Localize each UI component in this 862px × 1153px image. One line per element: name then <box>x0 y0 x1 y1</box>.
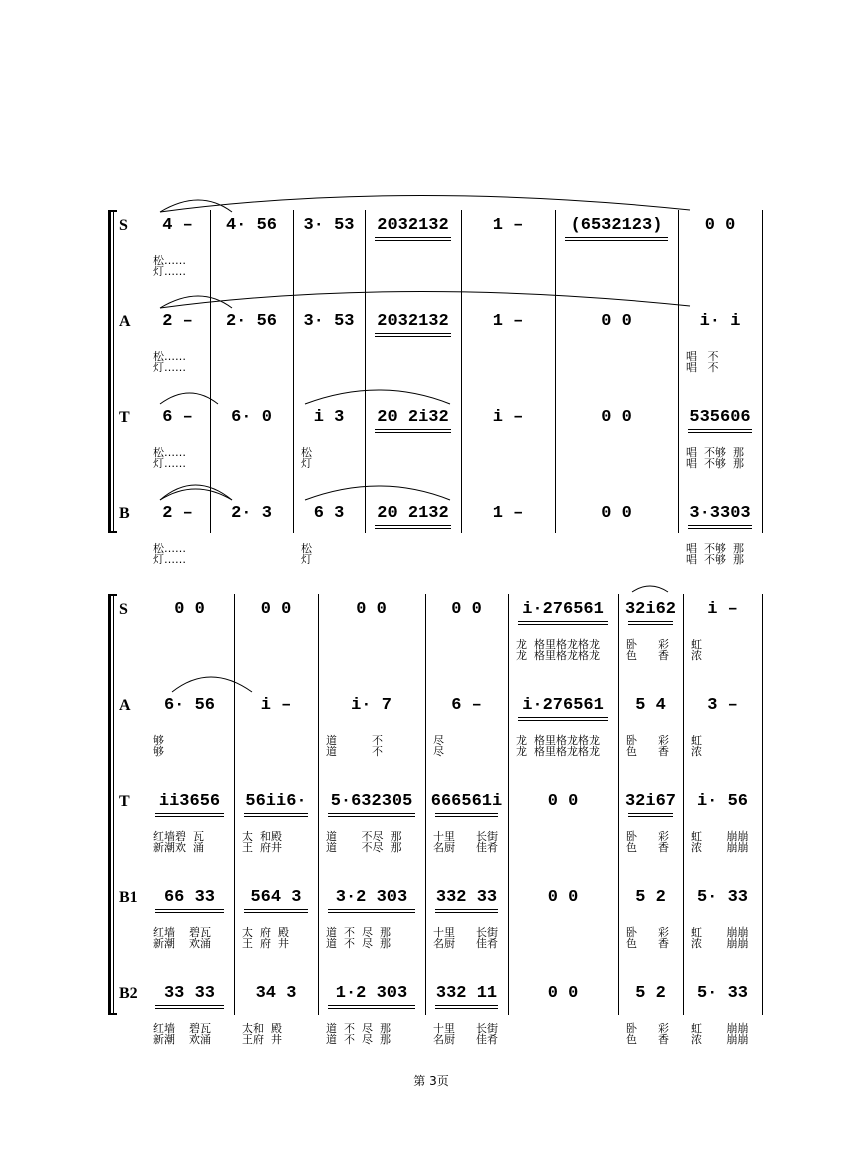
measure-notes: 56ii6· <box>245 792 307 811</box>
part-label: B1 <box>119 889 138 906</box>
lyric-text: 红墙 碧瓦 新潮 欢涌 <box>153 926 211 950</box>
page-number: 第 3页 <box>413 1074 449 1088</box>
part-label: T <box>119 793 130 810</box>
measure-notes: 20 2i32 <box>377 408 449 427</box>
measure-notes: 1 – <box>492 312 524 331</box>
measure-notes: 0 0 <box>356 600 387 619</box>
lyric-text: 十里 长街 名厨 佳肴 <box>433 926 498 950</box>
measure-notes: i·276561 <box>522 600 604 619</box>
measure-notes: 0 0 <box>260 600 292 619</box>
lyric-text: 虹 崩崩 浓 崩崩 <box>691 830 749 854</box>
measure-notes: 0 0 <box>601 504 632 523</box>
measure-notes: 0 0 <box>174 600 205 619</box>
lyric-text: 够 够 <box>153 734 164 758</box>
lyric-text: 虹 崩崩 浓 崩崩 <box>691 926 749 950</box>
lyric-text: 虹 崩崩 浓 崩崩 <box>691 1022 749 1046</box>
part-label: B <box>119 505 130 522</box>
lyric-text: 卧 彩 色 香 <box>626 1022 669 1046</box>
lyric-text: 卧 彩 色 香 <box>626 926 669 950</box>
lyric-text: 松…… 灯…… <box>153 542 186 566</box>
lyric-text: 太和 殿 王府 井 <box>242 1022 282 1046</box>
measure-notes: 2· 56 <box>225 312 277 331</box>
lyric-text: 道 不尽 那 道 不尽 那 <box>326 830 402 854</box>
measure-notes: 6 – <box>162 408 193 427</box>
lyric-text: 十里 长街 名厨 佳肴 <box>433 1022 498 1046</box>
part-label: A <box>119 697 131 714</box>
measure-notes: 5 2 <box>635 888 666 907</box>
measure-notes: 332 33 <box>435 888 498 907</box>
measure-notes: i – <box>707 600 738 619</box>
measure-notes: 34 3 <box>255 984 297 1003</box>
measure-notes: 0 0 <box>451 600 482 619</box>
measure-notes: 0 0 <box>601 408 632 427</box>
slur <box>160 489 232 500</box>
lyric-text: 唱 不 唱 不 <box>686 350 719 374</box>
measure-notes: 66 33 <box>163 888 215 907</box>
measure-notes: 1·2 303 <box>335 984 408 1003</box>
measure-notes: 20 2132 <box>377 504 449 523</box>
part-label: T <box>119 409 130 426</box>
measure-notes: 32i62 <box>624 600 676 619</box>
measure-notes: 535606 <box>689 408 751 427</box>
measure-notes: 2032132 <box>377 216 449 235</box>
measure-notes: (6532123) <box>570 216 663 235</box>
measure-notes: ii3656 <box>158 792 221 811</box>
lyric-text: 松…… 灯…… <box>153 446 186 470</box>
measure-notes: 332 11 <box>435 984 498 1003</box>
measure-notes: 6· 0 <box>231 408 272 427</box>
lyric-text: 唱 不够 那 唱 不够 那 <box>686 446 744 470</box>
lyric-text: 松…… 灯…… <box>153 350 186 374</box>
measure-notes: 5·632305 <box>330 792 413 811</box>
measure-notes: i·276561 <box>522 696 604 715</box>
lyric-text: 太 府 殿 王 府 井 <box>242 926 289 950</box>
measure-notes: i 3 <box>313 408 345 427</box>
measure-notes: 3·2 303 <box>335 888 408 907</box>
measure-notes: i· i <box>699 312 741 331</box>
measure-notes: 0 0 <box>547 984 579 1003</box>
measure-notes: 5· 33 <box>696 888 748 907</box>
measure-notes: 3· 53 <box>303 216 355 235</box>
lyric-text: 虹 浓 <box>691 638 702 662</box>
slur <box>305 486 450 500</box>
measure-notes: 0 0 <box>601 312 632 331</box>
lyric-text: 十里 长街 名厨 佳肴 <box>433 830 498 854</box>
measure-notes: 2 – <box>162 504 193 523</box>
measure-notes: 1 – <box>492 216 524 235</box>
lyric-text: 红墙 碧瓦 新潮 欢涌 <box>153 1022 211 1046</box>
measure-notes: 0 0 <box>547 888 579 907</box>
lyric-text: 卧 彩 色 香 <box>626 830 669 854</box>
slur <box>160 485 232 500</box>
measure-notes: 5· 33 <box>696 984 748 1003</box>
measure-notes: 33 33 <box>163 984 215 1003</box>
part-label: S <box>119 217 128 234</box>
slur <box>305 390 450 404</box>
lyric-text: 道 不 道 不 <box>326 734 383 758</box>
measure-notes: 6 3 <box>313 504 345 523</box>
lyric-text: 松 灯 <box>301 542 312 566</box>
measure-notes: 5 2 <box>635 984 666 1003</box>
measure-notes: i – <box>492 408 524 427</box>
measure-notes: i – <box>260 696 292 715</box>
measure-notes: 0 0 <box>704 216 736 235</box>
slur <box>172 677 252 692</box>
measure-notes: 0 0 <box>547 792 579 811</box>
measure-notes: 6 – <box>451 696 482 715</box>
lyric-text: 太 和殿 王 府井 <box>242 830 282 854</box>
lyric-text: 道 不 尽 那 道 不 尽 那 <box>326 1022 391 1046</box>
measure-notes: 2· 3 <box>231 504 272 523</box>
part-label: B2 <box>119 985 138 1002</box>
measure-notes: 5 4 <box>635 696 666 715</box>
lyric-text: 卧 彩 色 香 <box>626 638 669 662</box>
lyric-text: 红墙碧 瓦 新潮欢 涌 <box>153 830 204 854</box>
measure-notes: 4· 56 <box>225 216 277 235</box>
slur <box>632 586 668 592</box>
lyric-text: 虹 浓 <box>691 734 702 758</box>
measure-notes: 32i67 <box>624 792 676 811</box>
part-label: S <box>119 601 128 618</box>
measure-notes: 6· 56 <box>163 696 215 715</box>
part-label: A <box>119 313 131 330</box>
lyric-text: 松 灯 <box>301 446 312 470</box>
measure-notes: 2 – <box>162 312 193 331</box>
slur <box>160 393 218 404</box>
measure-notes: 666561i <box>430 792 503 811</box>
lyric-text: 松…… 灯…… <box>153 254 186 278</box>
lyric-text: 唱 不够 那 唱 不够 那 <box>686 542 744 566</box>
measure-notes: 1 – <box>492 504 524 523</box>
measure-notes: 3 – <box>707 696 738 715</box>
measure-notes: 564 3 <box>250 888 302 907</box>
lyric-text: 龙 格里格龙格龙 龙 格里格龙格龙 <box>516 638 600 662</box>
measure-notes: i· 56 <box>696 792 748 811</box>
measure-notes: 2032132 <box>377 312 449 331</box>
measure-notes: 3· 53 <box>303 312 355 331</box>
slur <box>160 291 690 308</box>
measure-notes: i· 7 <box>351 696 392 715</box>
measure-notes: 3·3303 <box>689 504 751 523</box>
lyric-text: 卧 彩 色 香 <box>626 734 669 758</box>
measure-notes: 4 – <box>162 216 193 235</box>
slur <box>160 195 690 212</box>
lyric-text: 尽 尽 <box>433 734 444 758</box>
lyric-text: 道 不 尽 那 道 不 尽 那 <box>326 926 391 950</box>
lyric-text: 龙 格里格龙格龙 龙 格里格龙格龙 <box>516 734 600 758</box>
